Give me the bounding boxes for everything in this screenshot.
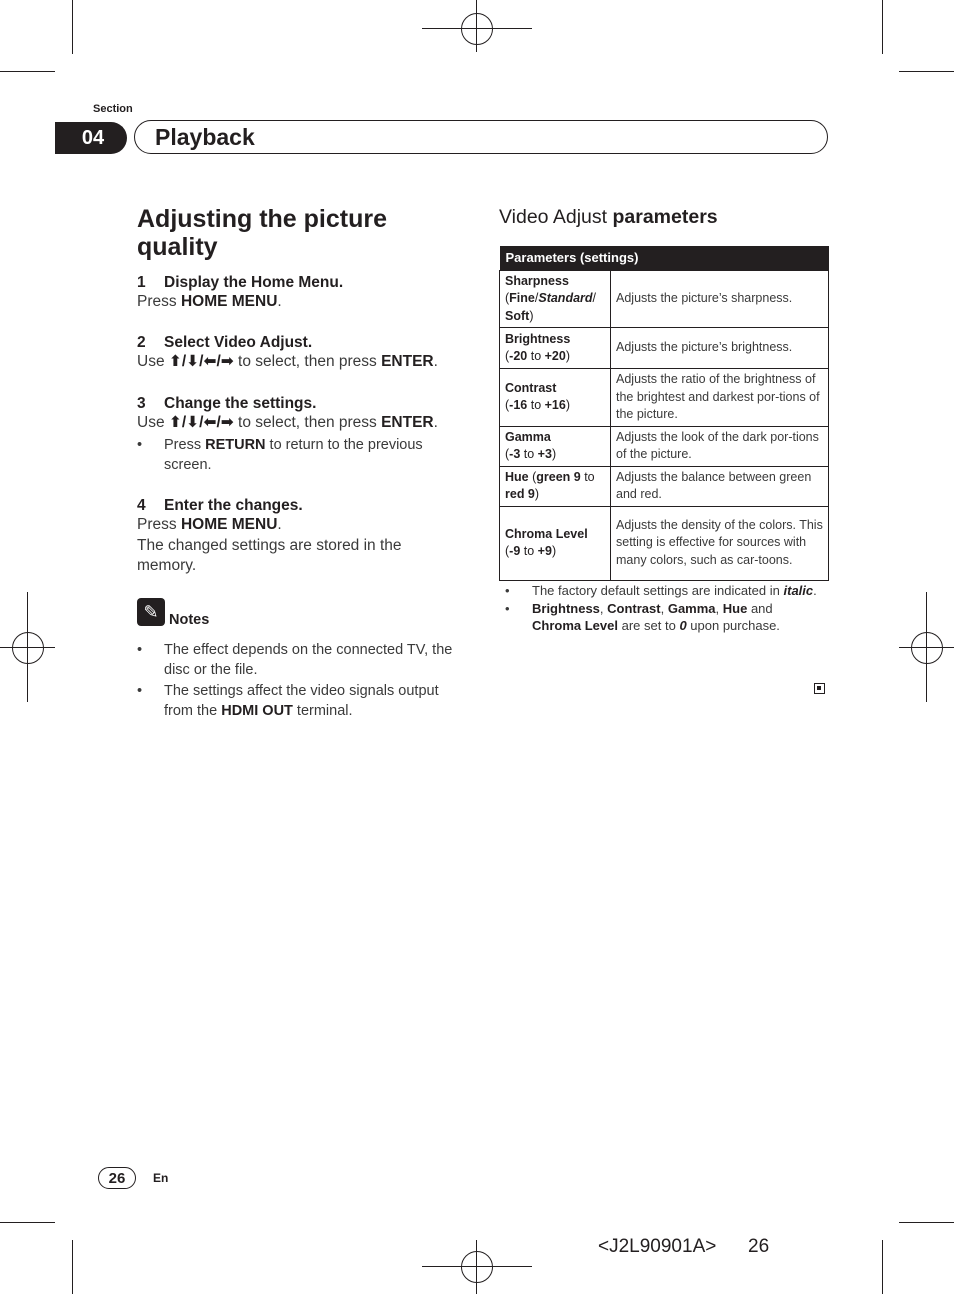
section-label: Section: [93, 103, 133, 115]
notes-list: [137, 640, 462, 721]
registration-circle: [461, 13, 493, 45]
param-sharpness: Sharpness (Fine/Standard/ Soft): [500, 270, 611, 328]
step-heading: 4 Enter the changes.: [137, 497, 303, 514]
table-notes: [505, 582, 825, 635]
step-heading: 2 Select Video Adjust.: [137, 334, 313, 351]
section-number: 04: [55, 122, 127, 154]
param-description: Adjusts the look of the dark por-tions of the picture.: [611, 426, 829, 466]
param-chroma-level: Chroma Level (-9 to +9): [500, 506, 611, 580]
page-number: 26: [98, 1167, 136, 1189]
param-description: Adjusts the balance between green and red.: [611, 466, 829, 506]
language-label: En: [153, 1171, 169, 1185]
param-contrast: Contrast (-16 to +16): [500, 369, 611, 427]
table-row: [500, 426, 829, 466]
step-2: [137, 334, 467, 373]
param-description: Adjusts the ratio of the brightness of the brightest and darkest por-tions of the picture.: [611, 369, 829, 427]
step-3: [137, 395, 467, 475]
crop-mark: [899, 71, 954, 72]
section-title: Playback: [155, 124, 255, 150]
crop-mark: [899, 1222, 954, 1223]
arrow-keys-icon: ⬆/⬇/⬅/➡: [168, 353, 234, 370]
step-body: Press HOME MENU.: [137, 516, 282, 533]
crop-mark: [72, 1240, 73, 1294]
table-row: [500, 270, 829, 328]
step-4-extra: The changed settings are stored in the memory.: [137, 536, 402, 574]
param-description: Adjusts the picture’s brightness.: [611, 328, 829, 369]
notes-label: Notes: [169, 612, 210, 628]
step-body: Use ⬆/⬇/⬅/➡ to select, then press ENTER.: [137, 414, 438, 431]
table-row: [500, 506, 829, 580]
step-4: [137, 497, 447, 577]
crop-mark: [0, 1222, 55, 1223]
registration-circle: [12, 632, 44, 664]
table-title: Video Adjust parameters: [499, 206, 718, 228]
table-note: • The factory default settings are indicated in italic.: [505, 583, 817, 598]
table-header: Parameters (settings): [500, 246, 829, 270]
parameters-table: [499, 246, 829, 581]
note-item: • The effect depends on the connected TV, the disc or the file.: [137, 642, 453, 678]
table-row: [500, 328, 829, 369]
registration-circle: [461, 1251, 493, 1283]
table-row: [500, 466, 829, 506]
step-body: Use ⬆/⬇/⬅/➡ to select, then press ENTER.: [137, 353, 438, 370]
step-3-bullet: • Press RETURN to return to the previous screen.: [137, 436, 423, 473]
document-code: <J2L90901A>: [598, 1236, 717, 1257]
step-heading: 3 Change the settings.: [137, 395, 317, 412]
table-row: [500, 369, 829, 427]
print-page-number: 26: [748, 1236, 770, 1257]
end-of-section-icon: [814, 683, 825, 694]
pencil-icon: ✎: [137, 598, 165, 626]
step-body: Press HOME MENU.: [137, 293, 282, 310]
param-gamma: Gamma (-3 to +3): [500, 426, 611, 466]
arrow-keys-icon: ⬆/⬇/⬅/➡: [168, 414, 234, 431]
table-note: • Brightness, Contrast, Gamma, Hue and Chroma Level are set to 0 upon purchase.: [505, 600, 780, 633]
note-item: • The settings affect the video signals output from the HDMI OUT terminal.: [137, 683, 439, 719]
step-1: [137, 274, 467, 313]
param-hue: Hue (green 9 to red 9): [500, 466, 611, 506]
crop-mark: [0, 71, 55, 72]
step-heading: 1 Display the Home Menu.: [137, 274, 344, 291]
registration-circle: [911, 632, 943, 664]
crop-mark: [882, 1240, 883, 1294]
crop-mark: [72, 0, 73, 54]
param-description: Adjusts the density of the colors. This setting is effective for sources with many colors, such as car-toons.: [611, 506, 829, 580]
param-description: Adjusts the picture’s sharpness.: [611, 270, 829, 328]
page-title: Adjusting the picture quality: [137, 205, 387, 261]
crop-mark: [882, 0, 883, 54]
param-brightness: Brightness (-20 to +20): [500, 328, 611, 369]
